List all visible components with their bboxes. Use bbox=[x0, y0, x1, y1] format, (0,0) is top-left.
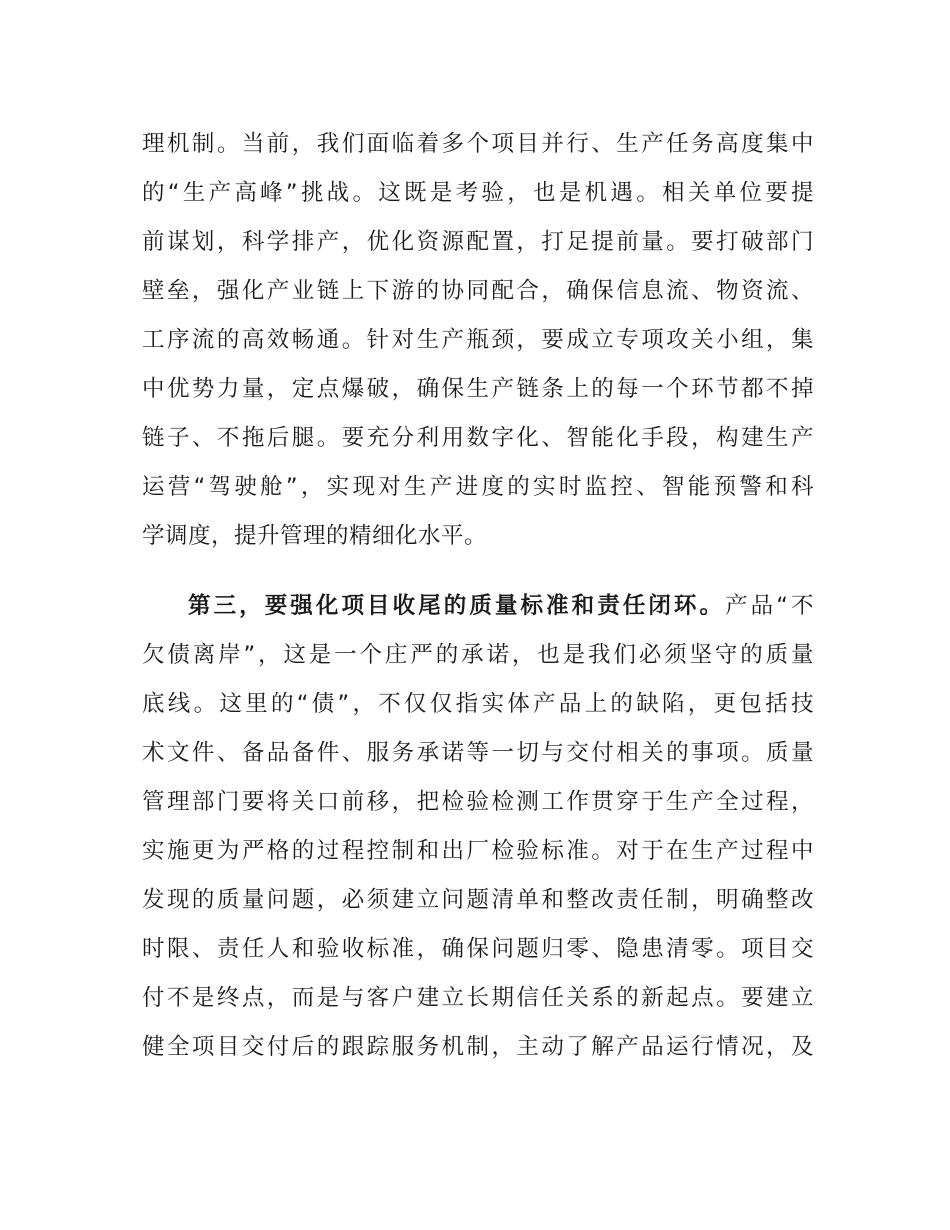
paragraph-2-first-line bbox=[188, 589, 814, 623]
paragraph-2-line: 时限、责任人和验收标准，确保问题归零、隐患清零。项目交 bbox=[142, 936, 814, 962]
paragraph-2-line: 管理部门要将关口前移，把检验检测工作贯穿于生产全过程， bbox=[142, 789, 814, 815]
paragraph-2-line: 付不是终点，而是与客户建立长期信任关系的新起点。要建立 bbox=[142, 985, 814, 1011]
paragraph-1-line: 链子、不拖后腿。要充分利用数字化、智能化手段，构建生产 bbox=[142, 425, 814, 451]
paragraph-1-line: 前谋划，科学排产，优化资源配置，打足提前量。要打破部门 bbox=[142, 229, 814, 255]
section-heading: 第三，要强化项目收尾的质量标准和责任闭环。 bbox=[188, 593, 726, 619]
paragraph-2-line: 实施更为严格的过程控制和出厂检验标准。对于在生产过程中 bbox=[142, 838, 814, 864]
paragraph-2-line: 底线。这里的“债”，不仅仅指实体产品上的缺陷，更包括技 bbox=[142, 691, 814, 717]
paragraph-2-line: 欠债离岸”，这是一个庄严的承诺，也是我们必须坚守的质量 bbox=[142, 642, 814, 668]
paragraph-1-line: 运营“驾驶舱”，实现对生产进度的实时监控、智能预警和科 bbox=[142, 474, 814, 500]
paragraph-1-line: 理机制。当前，我们面临着多个项目并行、生产任务高度集中 bbox=[142, 131, 814, 157]
paragraph-2-line: 发现的质量问题，必须建立问题清单和整改责任制，明确整改 bbox=[142, 887, 814, 913]
paragraph-1-line: 学调度，提升管理的精细化水平。 bbox=[142, 523, 488, 549]
paragraph-2-line: 术文件、备品备件、服务承诺等一切与交付相关的事项。质量 bbox=[142, 740, 814, 766]
paragraph-1-line: 工序流的高效畅通。针对生产瓶颈，要成立专项攻关小组，集 bbox=[142, 327, 814, 353]
paragraph-2-first-line-rest: 产品“不 bbox=[725, 593, 814, 619]
paragraph-1-line: 壁垒，强化产业链上下游的协同配合，确保信息流、物资流、 bbox=[142, 278, 814, 304]
paragraph-1-line: 中优势力量，定点爆破，确保生产链条上的每一个环节都不掉 bbox=[142, 376, 814, 402]
paragraph-1-line: 的“生产高峰”挑战。这既是考验，也是机遇。相关单位要提 bbox=[142, 180, 814, 206]
paragraph-2-line: 健全项目交付后的跟踪服务机制，主动了解产品运行情况，及 bbox=[142, 1034, 814, 1060]
